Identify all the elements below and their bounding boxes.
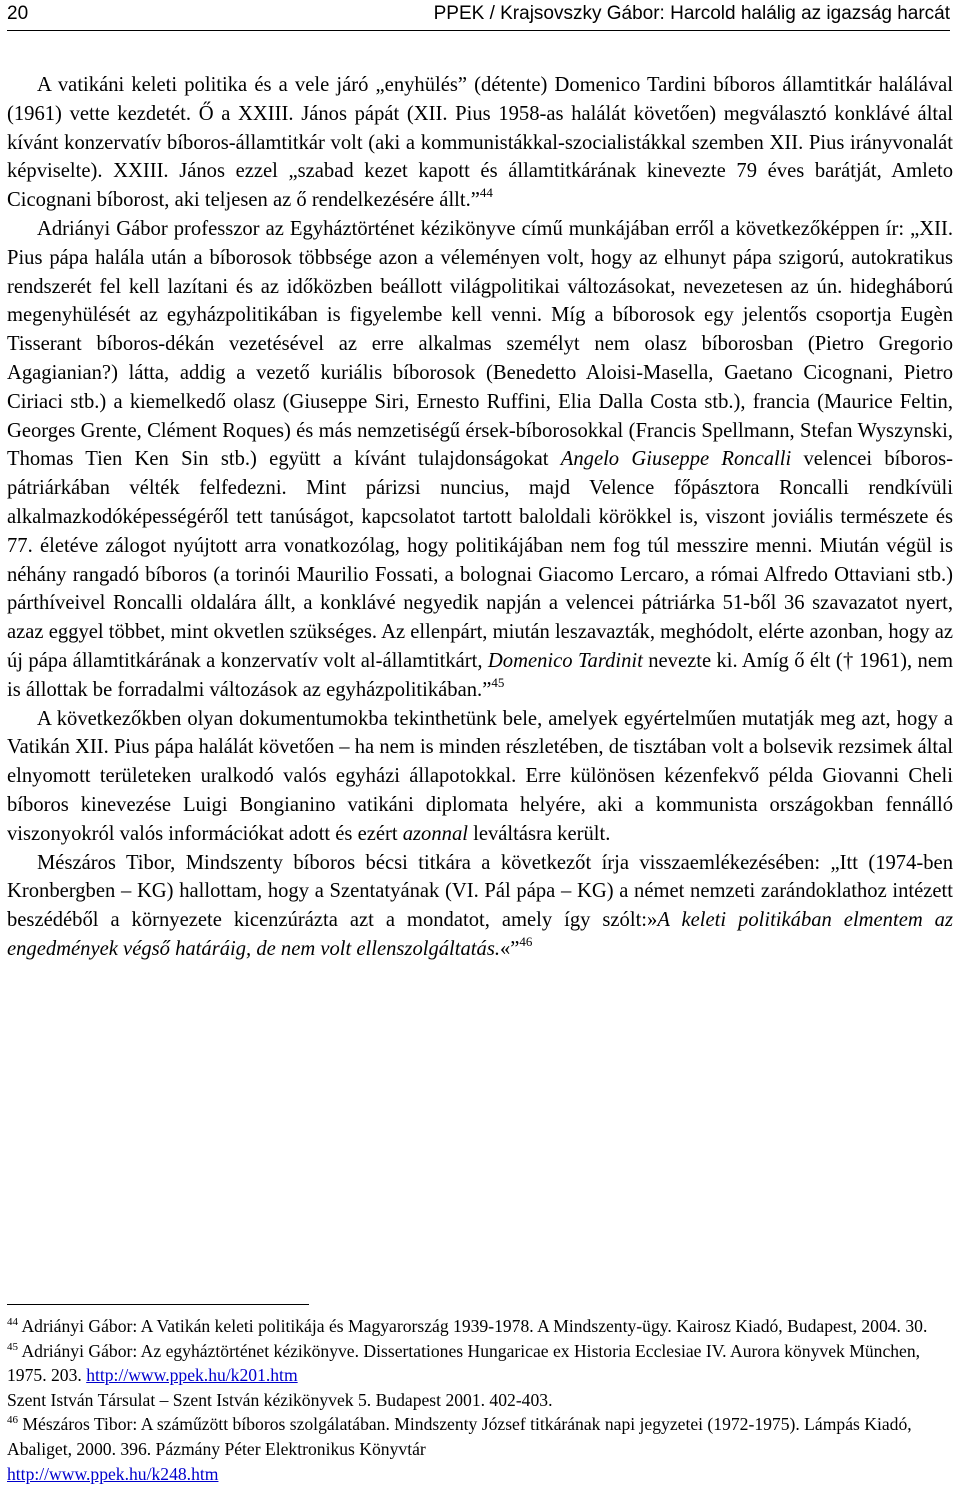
paragraph-4 <box>7 849 953 964</box>
paragraph-2-text-c: nevezte ki. Amíg ő élt († 1961), nem is állottak be forradalmi változások az egyházpolitikában.” <box>7 649 953 701</box>
paragraph-2-text-a: Adriányi Gábor professzor az Egyháztörténet kézikönyve című munkájában erről a következőképpen ír: „XII. Pius pápa halála után a bíborosok többsége azon a véleményen volt, hogy az elhunyt pápa szigorú, autokratikus rendszerét fel kell lazítani és az időközben beállott világpolitikai változásokat, nevezetesen az ún. hidegháború megenyhülését az egyházpolitikában is figyelembe kell venni. Míg a bíborosok egy jelentős csoportja Eugèn Tisserant bíboros-dékán vezetésével az erre alkalmas személyt nem olasz bíborosban (Pietro Gregorio Agagianian?) látta, addig a vezető kuriális bíborosok (Benedetto Aloisi-Masella, Gaetano Cicognani, Pietro Ciriaci stb.) a kiemelkedő olasz (Giuseppe Siri, Ernesto Ruffini, Elia Dalla Costa stb.), francia (Maurice Feltin, Georges Grente, Clément Roques) és más nemzetiségű érsek-bíborosokkal (Francis Spellmann, Stefan Wyszynski, Thomas Tien Ken Sin stb.) együtt a kívánt tulajdonságokat <box>7 217 953 471</box>
footnote-separator <box>7 1304 309 1305</box>
paragraph-2-italic-roncalli: Angelo Giuseppe Roncalli <box>560 448 792 471</box>
footnote-44 <box>7 1314 953 1339</box>
paragraph-4-text-a: Mészáros Tibor, Mindszenty bíboros bécsi titkára a következőt írja visszaemlékezésében: „Itt (1974-ben Kronbergben – KG) hallottam, hogy a Szentatyának (VI. Pál pápa – KG) a német nemzeti zarándoklathoz intézett beszédéből a környezete kicenzúrázta azt a mondatot, amely így szólt:» <box>7 851 953 932</box>
footnote-45-extra-text: Szent István Társulat – Szent István kézikönyvek 5. Budapest 2001. 402-403. <box>7 1389 553 1410</box>
paragraph-4-text-b: «” <box>499 937 520 960</box>
footnote-45-text: Adriányi Gábor: Az egyháztörténet kézikönyve. Dissertationes Hungaricae ex Historia Ecclesiae IV. Aurora könyvek München, 1975. 203. <box>7 1340 921 1386</box>
footnote-number-44: 44 <box>7 1316 18 1328</box>
paragraph-3-italic: azonnal <box>402 822 468 845</box>
paragraph-3 <box>7 705 953 849</box>
footnote-45-link[interactable]: http://www.ppek.hu/k201.htm <box>86 1365 298 1386</box>
footnote-45 <box>7 1339 953 1388</box>
paragraph-2-italic-tardini: Domenico Tardinit <box>487 649 643 672</box>
footnote-46-text: Mészáros Tibor: A száműzött bíboros szolgálatában. Mindszenty József titkárának napi jegyzetei (1972-1975). Lámpás Kiadó, Abaliget, 2000. 396. Pázmány Péter Elektronikus Könyvtár <box>7 1414 912 1459</box>
paragraph-3-text-a: A következőkben olyan dokumentumokba tekinthetünk bele, amelyek egyértelműen mutatják meg azt, hogy a Vatikán XII. Pius pápa halálát követően – ha nem is minden részletében, de tisztában volt a bolsevik rezsimek által elnyomott területeken uralkodó valós egyházi állapotokkal. Erre különösen kézenfekvő példa Giovanni Cheli bíboros kinevezése Luigi Bongianino vatikáni diplomata helyére, aki a kommunista országokban fennálló viszonyokról valós információkat adott és ezért <box>7 707 953 845</box>
footnote-number-46: 46 <box>7 1414 18 1427</box>
body-text <box>7 71 953 964</box>
paragraph-2-text-b: velencei bíboros-pátriárkában vélték felfedezni. Mint párizsi nuncius, majd Velence főpásztora Roncalli rendkívüli alkalmazkodóképességéről tett tanúságot, kapcsolatot tartott baloldali körökkel is, viszont joviális természete és 77. életéve zálogot nyújtott arra vonatkozólag, hogy politikájában nem fog túl messzire menni. Miután végül is néhány rangadó bíboros (a torinói Maurilio Fossati, a bolognai Giacomo Lercaro, a római Alfredo Ottaviani stb.) párthíveivel Roncalli oldalára állt, a konklávé negyedik napján a velencei pátriárka 51-ből 36 szavazatot nyert, azaz eggyel többet, mint okvetlen szükséges. Az ellenpárt, miután leszavazták, meghódolt, elérte azonban, hogy az új pápa államtitkárának a konzervatív volt al-államtitkárt, <box>7 448 953 672</box>
footnote-ref-46[interactable]: 46 <box>519 933 533 949</box>
page-header <box>7 0 950 31</box>
footnote-ref-44[interactable]: 44 <box>479 185 493 201</box>
footnote-46-link[interactable]: http://www.ppek.hu/k248.htm <box>7 1463 219 1484</box>
page-number: 20 <box>7 3 29 24</box>
paragraph-4-italic-quote: A keleti politikában elmentem az engedmények végső határáig, de nem volt ellenszolgáltatás. <box>7 909 953 960</box>
footnote-number-45: 45 <box>7 1340 18 1353</box>
running-title: PPEK / Krajsovszky Gábor: Harcold halálig az igazság harcát <box>433 3 950 24</box>
footnote-45-extra <box>7 1388 953 1413</box>
paragraph-2 <box>7 215 953 705</box>
footnote-44-text: Adriányi Gábor: A Vatikán keleti politikája és Magyarország 1939-1978. A Mindszenty-ügy. Kairosz Kiadó, Budapest, 2004. 30. <box>21 1316 928 1336</box>
footnotes <box>7 1314 953 1486</box>
paragraph-1-text: A vatikáni keleti politika és a vele járó „enyhülés” (détente) Domenico Tardini bíboros államtitkár halálával (1961) vette kezdetét. Ő a XXIII. János pápát (XII. Pius 1958-as halálát követően) megválasztó konklávé által kívánt konzervatív bíboros-államtitkár volt (aki a kommunistákkal-szocialistákkal szemben XII. Pius irányvonalát képviselte). XXIII. János ezzel „szabad kezet kapott és államtitkárának kinevezte 79 éves barátját, Amleto Cicognani bíborost, aki teljesen az ő rendelkezésére állt.” <box>7 74 953 212</box>
footnote-46 <box>7 1412 953 1486</box>
paragraph-1 <box>7 71 953 215</box>
paragraph-3-text-b: leváltásra került. <box>467 822 611 845</box>
footnote-ref-45[interactable]: 45 <box>491 674 505 690</box>
